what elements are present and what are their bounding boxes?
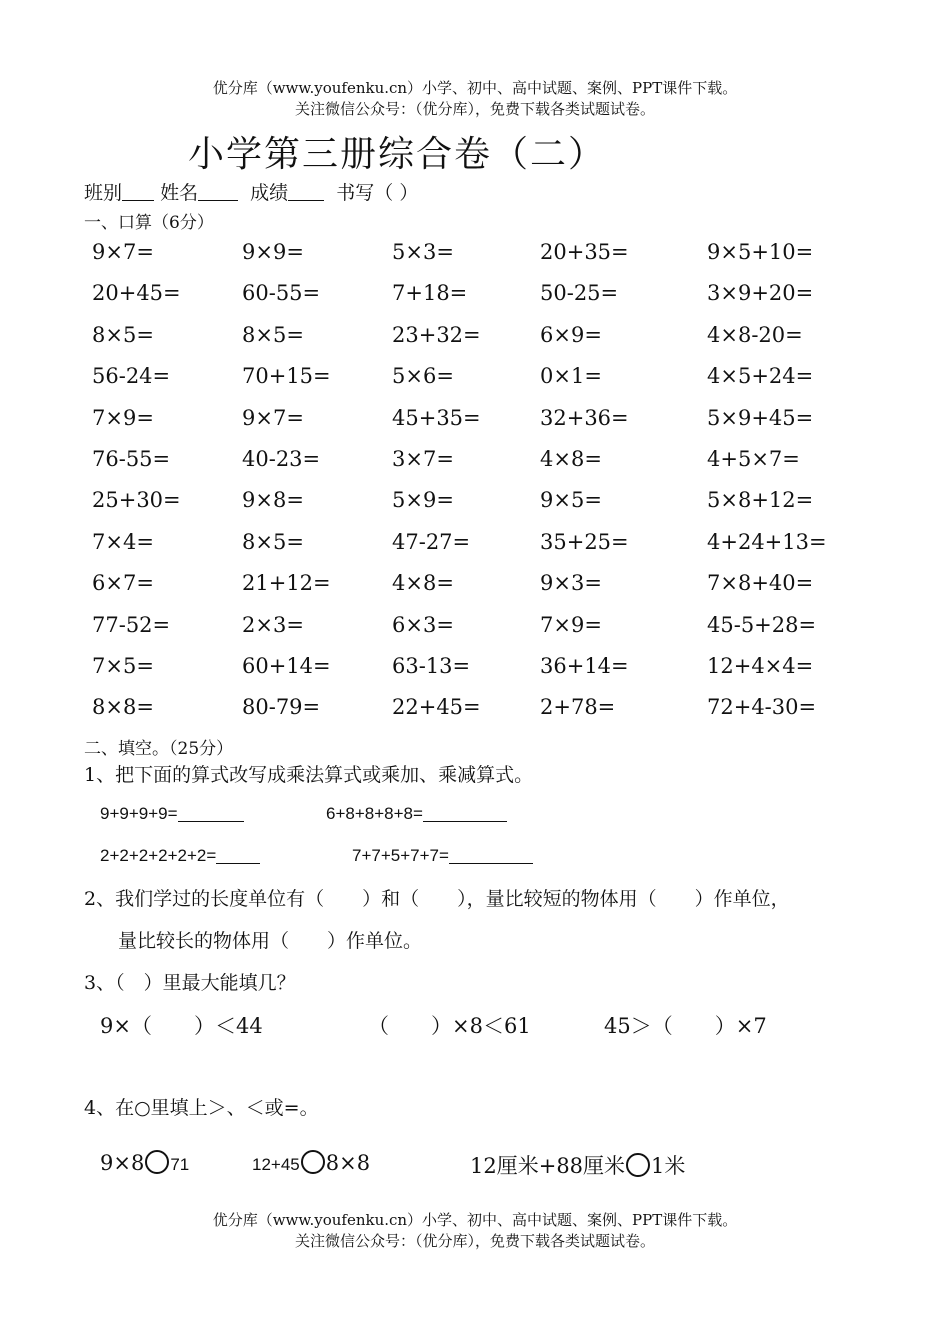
q4-b-right: 8×8: [325, 1151, 371, 1175]
writing-label: 书写（ ）: [336, 182, 419, 204]
oral-problem: 60-55=: [242, 281, 321, 306]
class-blank[interactable]: [122, 182, 154, 201]
oral-problem: 9×7=: [242, 405, 304, 430]
oral-problem: 5×9=: [392, 488, 454, 513]
oral-problem: 9×8=: [242, 488, 304, 513]
q3-text: 3、（ ）里最大能填几？: [84, 972, 296, 994]
q3-item-b: （ ）×8＜61: [368, 1014, 531, 1038]
oral-problem: 6×9=: [540, 322, 602, 347]
oral-problem: 5×8+12=: [707, 488, 814, 513]
oral-row: [92, 695, 852, 736]
oral-row: [92, 530, 852, 571]
oral-problem: 7×5=: [92, 653, 154, 678]
oral-problem: 3×7=: [392, 446, 454, 471]
oral-problem: 9×9=: [242, 240, 304, 264]
header-banner-line1: 优分库（www.youfenku.cn）小学、初中、高中试题、案例、PPT课件下载。: [212, 79, 738, 97]
oral-problem: 8×5=: [242, 322, 304, 347]
oral-problem: 7+18=: [392, 281, 468, 306]
oral-problem: 36+14=: [540, 653, 629, 678]
oral-problem: 60+14=: [242, 653, 331, 678]
q1-d-blank[interactable]: [449, 846, 533, 864]
oral-problem: 9×3=: [540, 571, 602, 596]
oral-problem: 63-13=: [392, 653, 471, 678]
header-banner-line2: 关注微信公众号：（优分库），免费下载各类试题试卷。: [294, 100, 655, 118]
q4-item-a: [100, 1150, 189, 1175]
oral-problem: 35+25=: [540, 529, 629, 554]
q3-item-a: 9×（ ）＜44: [100, 1014, 263, 1038]
oral-row: [92, 281, 852, 322]
q1-item-c: [100, 846, 260, 866]
q1-item-a: [100, 804, 244, 824]
q1-a-expr: 9+9+9+9=: [100, 804, 178, 823]
oral-problem: 20+35=: [540, 240, 629, 264]
q4-text: 4、在○里填上＞、＜或=。: [84, 1097, 319, 1119]
oral-problem: 5×9+45=: [707, 405, 814, 430]
q4-b-left: 12+45: [252, 1155, 300, 1174]
oral-problem: 9×5+10=: [707, 240, 814, 264]
class-label: 班别: [84, 182, 123, 204]
oral-problem: 21+12=: [242, 571, 331, 596]
oral-problem: 32+36=: [540, 405, 629, 430]
oral-problem: 6×7=: [92, 571, 154, 596]
oral-problem: 7×9=: [92, 405, 154, 430]
oral-problem: 9×5=: [540, 488, 602, 513]
oral-problem: 77-52=: [92, 612, 171, 637]
q1-item-b: [326, 804, 507, 824]
compare-circle-icon[interactable]: [145, 1150, 169, 1174]
q2-line2: 量比较长的物体用（ ）作单位。: [118, 930, 423, 952]
q1-b-blank[interactable]: [423, 804, 507, 822]
oral-problem: 4+24+13=: [707, 529, 827, 554]
q1-item-d: [352, 846, 533, 866]
footer-banner-line2: 关注微信公众号：（优分库），免费下载各类试题试卷。: [294, 1232, 655, 1250]
q4-a-right: 71: [170, 1155, 190, 1174]
q1-d-expr: 7+7+5+7+7=: [352, 846, 449, 865]
oral-problem: 72+4-30=: [707, 695, 817, 720]
q2-line1: 2、我们学过的长度单位有（ ）和（ ），量比较短的物体用（ ）作单位，: [84, 888, 790, 910]
oral-problem: 6×3=: [392, 612, 454, 637]
oral-problem: 2+78=: [540, 695, 616, 720]
oral-problem: 2×3=: [242, 612, 304, 637]
score-blank[interactable]: [288, 182, 324, 201]
oral-problem: 4×8=: [392, 571, 454, 596]
section1-heading: 一、口算（6分）: [84, 213, 214, 233]
oral-problem: 20+45=: [92, 281, 181, 306]
oral-problem: 25+30=: [92, 488, 181, 513]
oral-row: [92, 323, 852, 364]
q1-text: 1、把下面的算式改写成乘法算式或乘加、乘减算式。: [84, 764, 534, 786]
q1-a-blank[interactable]: [178, 804, 244, 822]
oral-arithmetic-grid: [92, 240, 852, 737]
oral-row: [92, 488, 852, 529]
oral-problem: 4×5+24=: [707, 364, 814, 389]
oral-row: [92, 240, 852, 281]
oral-problem: 5×3=: [392, 240, 454, 264]
oral-problem: 3×9+20=: [707, 281, 814, 306]
oral-problem: 45-5+28=: [707, 612, 817, 637]
q1-b-expr: 6+8+8+8+8=: [326, 804, 423, 823]
oral-problem: 4×8-20=: [707, 322, 803, 347]
student-info-line: [84, 178, 418, 205]
oral-problem: 70+15=: [242, 364, 331, 389]
oral-problem: 40-23=: [242, 446, 321, 471]
oral-problem: 45+35=: [392, 405, 481, 430]
q4-c-left: 12厘米+88厘米: [470, 1154, 626, 1178]
oral-problem: 8×8=: [92, 695, 154, 720]
q4-a-left: 9×8: [100, 1151, 145, 1175]
oral-row: [92, 447, 852, 488]
oral-problem: 22+45=: [392, 695, 481, 720]
score-label: 成绩: [250, 182, 289, 204]
oral-problem: 80-79=: [242, 695, 321, 720]
oral-problem: 7×4=: [92, 529, 154, 554]
oral-problem: 56-24=: [92, 364, 171, 389]
oral-problem: 4+5×7=: [707, 446, 800, 471]
footer-banner-line1: 优分库（www.youfenku.cn）小学、初中、高中试题、案例、PPT课件下载。: [212, 1211, 738, 1229]
oral-problem: 12+4×4=: [707, 653, 814, 678]
q1-c-expr: 2+2+2+2+2+2=: [100, 846, 217, 865]
page-title: 小学第三册综合卷（二）: [188, 134, 607, 175]
oral-row: [92, 406, 852, 447]
oral-problem: 7×8+40=: [707, 571, 814, 596]
oral-problem: 0×1=: [540, 364, 602, 389]
oral-problem: 7×9=: [540, 612, 602, 637]
compare-circle-icon[interactable]: [626, 1153, 650, 1177]
oral-problem: 23+32=: [392, 322, 481, 347]
q4-item-b: [252, 1150, 370, 1175]
oral-problem: 50-25=: [540, 281, 619, 306]
compare-circle-icon[interactable]: [301, 1150, 325, 1174]
q1-c-blank[interactable]: [216, 846, 260, 864]
oral-row: [92, 571, 852, 612]
oral-row: [92, 364, 852, 405]
oral-problem: 9×7=: [92, 240, 154, 264]
oral-row: [92, 613, 852, 654]
oral-problem: 4×8=: [540, 446, 602, 471]
q4-item-c: [470, 1150, 685, 1180]
oral-problem: 76-55=: [92, 446, 171, 471]
q4-c-right: 1米: [651, 1154, 686, 1178]
name-label: 姓名: [160, 182, 199, 204]
oral-problem: 47-27=: [392, 529, 471, 554]
oral-problem: 5×6=: [392, 364, 454, 389]
oral-row: [92, 654, 852, 695]
name-blank[interactable]: [198, 182, 238, 201]
oral-problem: 8×5=: [242, 529, 304, 554]
q3-item-c: 45＞（ ）×7: [604, 1014, 767, 1038]
oral-problem: 8×5=: [92, 322, 154, 347]
section2-heading: 二、填空。（25分）: [84, 739, 234, 759]
